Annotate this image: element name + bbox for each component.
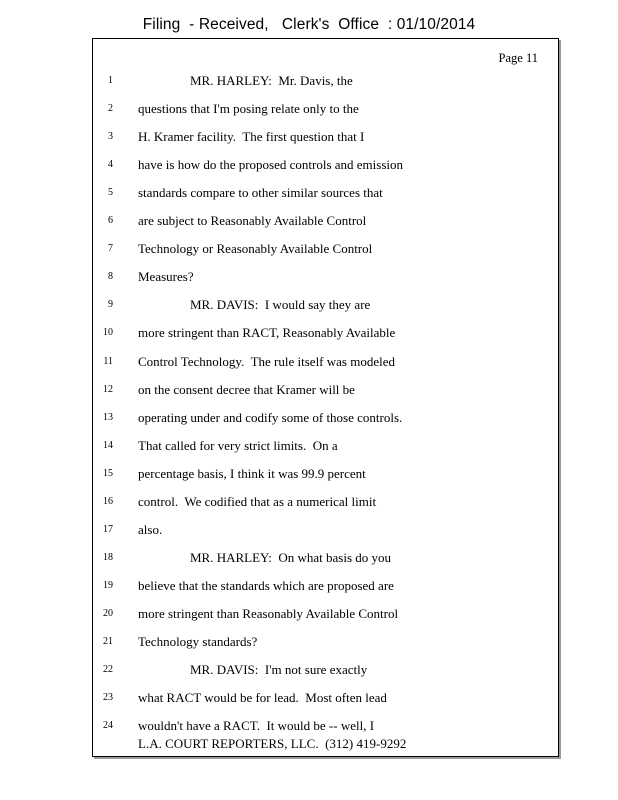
line-number: 8: [108, 271, 113, 283]
line-text: operating under and codify some of those controls.: [138, 409, 403, 425]
line-number: 7: [108, 243, 113, 255]
line-number: 2: [108, 103, 113, 115]
line-text: MR. HARLEY: Mr. Davis, the: [190, 73, 353, 88]
line-number: 14: [103, 439, 113, 451]
line-number: 22: [103, 664, 113, 676]
transcript-line: [93, 240, 558, 258]
transcript-line: [93, 128, 558, 146]
transcript-line: [93, 577, 558, 595]
transcript-line: [93, 633, 558, 651]
line-number: 3: [108, 131, 113, 143]
line-number: 4: [108, 159, 113, 171]
transcript-line: [93, 184, 558, 202]
line-text: control. We codified that as a numerical limit: [138, 493, 377, 509]
line-number: 11: [103, 355, 113, 367]
transcript-line: [93, 661, 558, 679]
line-number: 23: [103, 692, 113, 704]
line-text: standards compare to other similar sources that: [138, 185, 383, 201]
line-text: That called for very strict limits. On a: [138, 437, 338, 453]
filing-stamp: Filing - Received, Clerk's Office : 01/10/2014: [142, 16, 476, 33]
transcript-line: [93, 689, 558, 707]
transcript-line: [93, 353, 558, 371]
line-number: 18: [103, 551, 113, 563]
line-number: 21: [103, 636, 113, 647]
transcript-line: [93, 521, 558, 539]
transcript-line: [93, 605, 558, 623]
line-text: more stringent than RACT, Reasonably Available: [138, 325, 396, 341]
transcript-line: [93, 493, 558, 511]
line-text: more stringent than Reasonably Available Control: [138, 605, 399, 621]
transcript-line: [93, 549, 558, 567]
transcript-line: [93, 465, 558, 483]
transcript-line: [93, 381, 558, 399]
transcript-line: [93, 72, 558, 90]
transcript-page: [92, 38, 559, 757]
transcript-line: [93, 437, 558, 455]
line-text: Control Technology. The rule itself was modeled: [138, 353, 395, 369]
line-number: 13: [103, 411, 113, 423]
line-text: Technology or Reasonably Available Control: [138, 241, 373, 257]
line-text: H. Kramer facility. The first question that I: [138, 129, 365, 145]
line-number: 9: [108, 299, 113, 311]
line-text: Measures?: [138, 269, 194, 285]
line-text: on the consent decree that Kramer will be: [138, 381, 355, 397]
court-reporter-footer: L.A. COURT REPORTERS, LLC. (312) 419-9292: [138, 736, 407, 751]
line-number: 5: [108, 187, 113, 199]
line-text: MR. HARLEY: On what basis do you: [190, 549, 392, 565]
line-text: percentage basis, I think it was 99.9 percent: [138, 465, 366, 481]
line-number: 12: [103, 383, 113, 395]
transcript-line: [93, 717, 558, 735]
line-text: MR. DAVIS: I'm not sure exactly: [190, 662, 368, 678]
transcript-line: [93, 212, 558, 230]
line-text: have is how do the proposed controls and emission: [138, 157, 404, 173]
transcript-line: [93, 156, 558, 174]
line-number: 17: [103, 523, 113, 535]
transcript-line: [93, 268, 558, 286]
transcript-line: [93, 324, 558, 342]
line-number: 19: [103, 579, 113, 591]
line-text: are subject to Reasonably Available Control: [138, 213, 367, 229]
line-text: MR. DAVIS: I would say they are: [190, 297, 371, 313]
line-text: Technology standards?: [138, 634, 258, 649]
line-text: wouldn't have a RACT. It would be -- well, I: [138, 718, 375, 734]
transcript-line: [93, 409, 558, 427]
line-text: also.: [138, 521, 163, 537]
line-number: 24: [103, 720, 113, 732]
line-number: 20: [103, 607, 113, 619]
line-text: questions that I'm posing relate only to the: [138, 101, 359, 117]
transcript-line: [93, 296, 558, 314]
line-number: 1: [108, 75, 113, 86]
line-text: believe that the standards which are proposed are: [138, 577, 394, 593]
line-number: 16: [103, 495, 113, 507]
page-number: Page 11: [498, 51, 538, 65]
line-number: 6: [108, 215, 113, 227]
line-number: 10: [103, 327, 113, 339]
transcript-line: [93, 100, 558, 118]
line-text: what RACT would be for lead. Most often lead: [138, 690, 387, 706]
line-number: 15: [103, 467, 113, 479]
